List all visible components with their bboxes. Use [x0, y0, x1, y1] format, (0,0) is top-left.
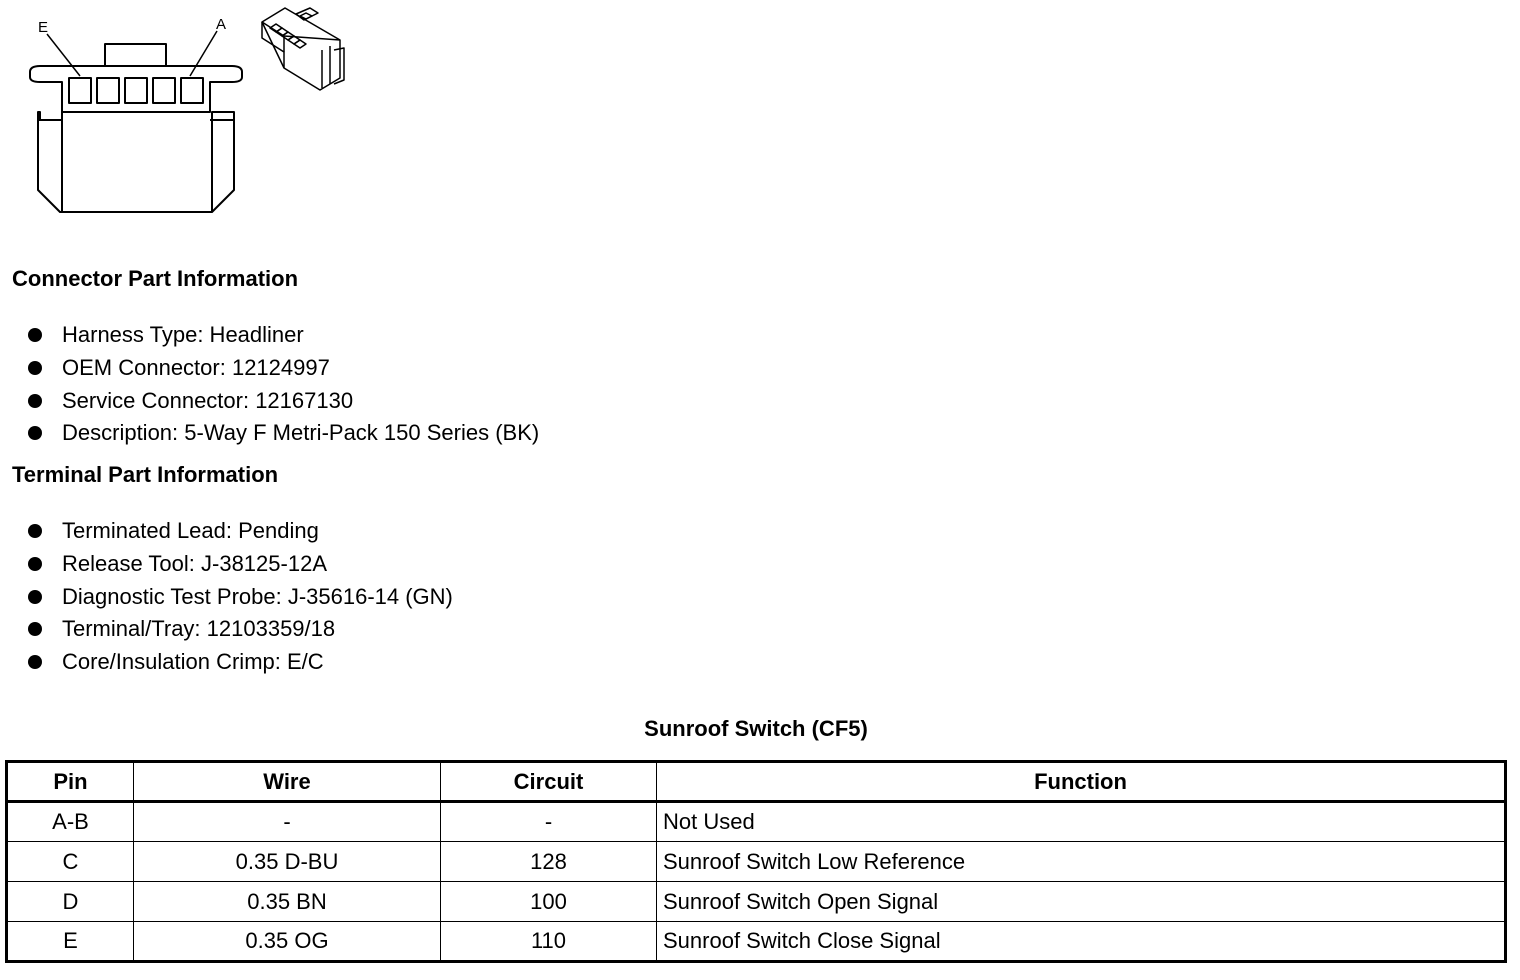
table-row — [7, 922, 1506, 962]
bullet-icon — [28, 590, 42, 604]
cell-wire: - — [134, 802, 441, 842]
test-probe: Diagnostic Test Probe: J-35616-14 (GN) — [62, 583, 453, 609]
cell-function: Sunroof Switch Open Signal — [657, 882, 1506, 922]
cavity-b — [153, 78, 175, 103]
terminated-lead: Terminated Lead: Pending — [62, 518, 319, 544]
connector-iso-thumbnail — [262, 8, 344, 90]
cavity-d — [97, 78, 119, 103]
list-item — [28, 417, 539, 450]
table-header-row — [7, 762, 1506, 802]
service-connector: Service Connector: 12167130 — [62, 387, 354, 413]
list-item — [28, 646, 453, 679]
list-item — [28, 384, 539, 417]
bullet-icon — [28, 557, 42, 571]
table-row — [7, 842, 1506, 882]
connector-description: Description: 5-Way F Metri-Pack 150 Series (BK) — [62, 420, 540, 446]
cavity-a — [181, 78, 203, 103]
pin-table — [5, 760, 1507, 963]
header-function: Function — [657, 762, 1506, 802]
header-circuit: Circuit — [441, 762, 657, 802]
cell-function: Not Used — [657, 802, 1506, 842]
cell-pin: D — [7, 882, 134, 922]
bullet-icon — [28, 655, 42, 669]
cavity-c — [125, 78, 147, 103]
bullet-icon — [28, 328, 42, 342]
oem-connector: OEM Connector: 12124997 — [62, 355, 330, 381]
header-wire: Wire — [134, 762, 441, 802]
harness-type: Harness Type: Headliner — [62, 322, 304, 348]
cell-pin: C — [7, 842, 134, 882]
list-item — [28, 515, 453, 548]
cell-wire: 0.35 OG — [134, 922, 441, 962]
list-item — [28, 548, 453, 581]
table-row — [7, 802, 1506, 842]
bullet-icon — [28, 426, 42, 440]
cell-pin: A-B — [7, 802, 134, 842]
table-row — [7, 882, 1506, 922]
cell-wire: 0.35 BN — [134, 882, 441, 922]
pin-label-a: A — [216, 16, 227, 33]
cell-circuit: 100 — [441, 882, 657, 922]
terminal-info-list — [28, 515, 453, 678]
connector-info-list — [28, 319, 539, 450]
release-tool: Release Tool: J-38125-12A — [62, 551, 327, 577]
terminal-info-heading: Terminal Part Information — [12, 462, 279, 487]
cell-pin: E — [7, 922, 134, 962]
cell-circuit: - — [441, 802, 657, 842]
crimp-info: Core/Insulation Crimp: E/C — [62, 649, 324, 675]
terminal-tray: Terminal/Tray: 12103359/18 — [62, 616, 336, 642]
list-item — [28, 352, 539, 385]
connector-body — [38, 112, 234, 212]
cell-function: Sunroof Switch Low Reference — [657, 842, 1506, 882]
bullet-icon — [28, 394, 42, 408]
bullet-icon — [28, 622, 42, 636]
connector-flange — [30, 66, 242, 112]
connector-drawing — [0, 0, 370, 225]
connector-lock-tab — [105, 44, 166, 66]
connector-info-heading: Connector Part Information — [12, 266, 299, 291]
table-caption: Sunroof Switch (CF5) — [644, 716, 868, 741]
cell-circuit: 110 — [441, 922, 657, 962]
bullet-icon — [28, 361, 42, 375]
header-pin: Pin — [7, 762, 134, 802]
bullet-icon — [28, 524, 42, 538]
cell-function: Sunroof Switch Close Signal — [657, 922, 1506, 962]
list-item — [28, 319, 539, 352]
cavity-e — [69, 78, 91, 103]
pin-label-e: E — [38, 19, 49, 36]
cell-circuit: 128 — [441, 842, 657, 882]
list-item — [28, 580, 453, 613]
list-item — [28, 613, 453, 646]
cell-wire: 0.35 D-BU — [134, 842, 441, 882]
